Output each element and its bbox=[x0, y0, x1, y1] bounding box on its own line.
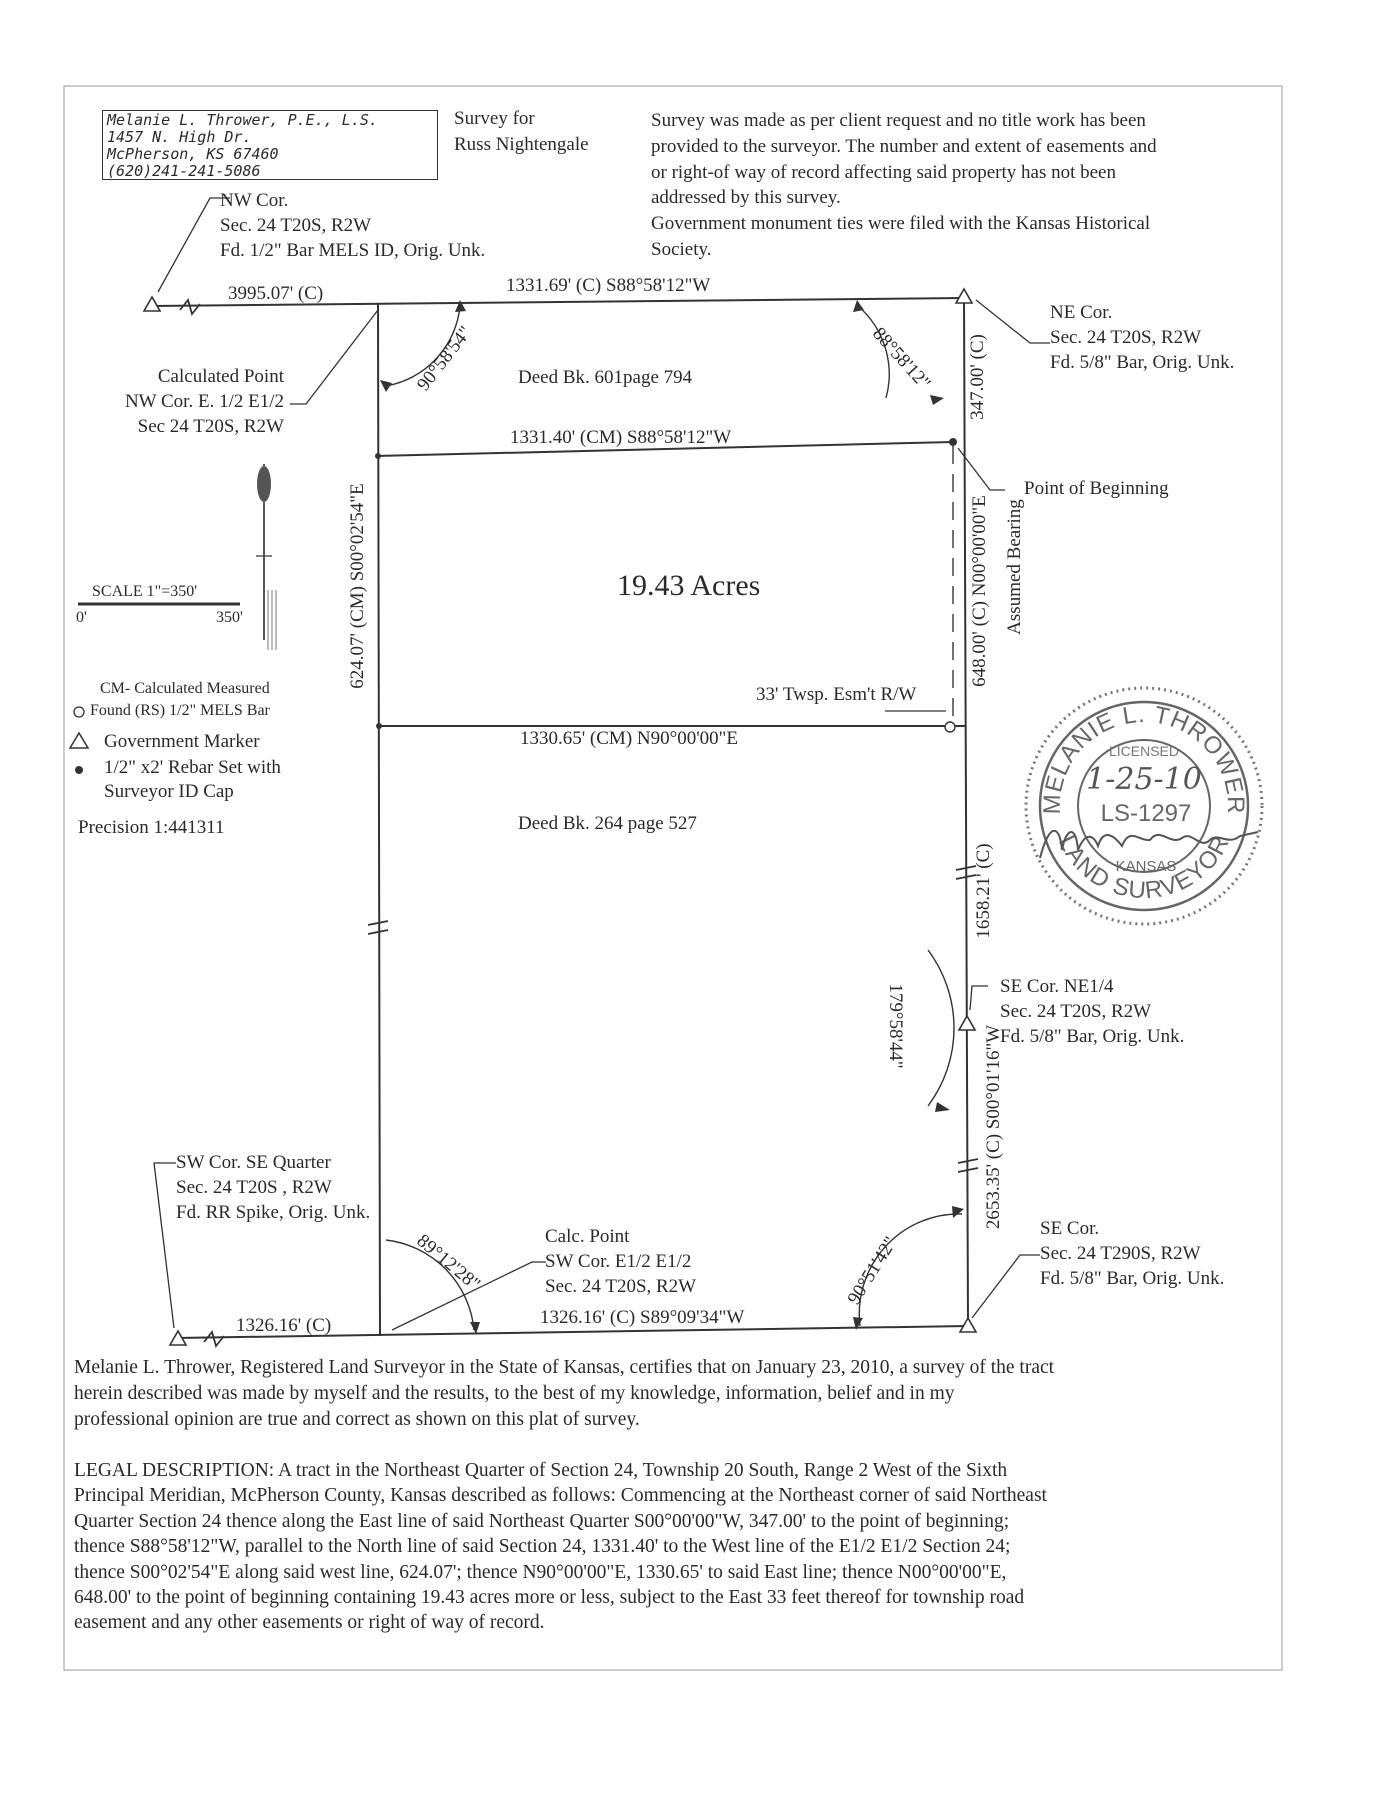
surveyor-info-box bbox=[102, 110, 438, 180]
tract-acres-label: 19.43 Acres bbox=[617, 569, 761, 602]
sw-angle: 89°12'28" bbox=[412, 1230, 485, 1296]
tract-north-dim: 1331.40' (CM) S88°58'12"W bbox=[510, 427, 732, 448]
seal-number: LS-1297 bbox=[1100, 800, 1192, 827]
se-ne14-gov-marker-icon bbox=[959, 1016, 975, 1030]
seal-licensed: LICENSED bbox=[1108, 743, 1180, 759]
scale-end: 350' bbox=[216, 609, 243, 626]
south-west-tie-dim: 1326.16' (C) bbox=[236, 1315, 332, 1336]
se-gov-marker-icon bbox=[960, 1318, 976, 1332]
east-mid-dim: 1658.21' (C) bbox=[973, 843, 994, 939]
south-parcel-label: Deed Bk. 264 page 527 bbox=[518, 813, 697, 834]
seal-bottom-text: LAND SURVEYOR bbox=[1053, 830, 1236, 905]
seal-top-text: MELANIE L. THROWER bbox=[1038, 700, 1250, 815]
ne-angle: 88°58'12" bbox=[868, 323, 935, 394]
ne-corner-label: NE Cor. Sec. 24 T20S, R2W Fd. 5/8" Bar, Orig. Unk. bbox=[1050, 302, 1235, 373]
se-label: SE Cor. Sec. 24 T290S, R2W Fd. 5/8" Bar, Orig. Unk. bbox=[1040, 1218, 1225, 1289]
assumed-bearing-label: Assumed Bearing bbox=[1004, 499, 1025, 635]
legend-found-icon bbox=[74, 707, 84, 717]
east-mid-angle: 179°58'44" bbox=[885, 983, 906, 1069]
nw-angle: 90°58'54" bbox=[413, 322, 477, 396]
survey-for-label: Survey for Russ Nightengale bbox=[454, 108, 589, 155]
north-line-dim: 1331.69' (C) S88°58'12"W bbox=[506, 275, 711, 296]
seal-state: KANSAS bbox=[1115, 858, 1177, 875]
legend-rebar: 1/2" x2' Rebar Set with Surveyor ID Cap bbox=[104, 757, 281, 802]
ne-gov-marker-icon bbox=[956, 289, 972, 303]
scale-zero: 0' bbox=[76, 609, 87, 626]
surveyor-city: McPherson, KS 67460 bbox=[107, 145, 279, 163]
pob-label: Point of Beginning bbox=[1024, 478, 1169, 499]
calc-nw-label: Calculated Point NW Cor. E. 1/2 E1/2 Sec 24 T20S, R2W bbox=[124, 366, 284, 437]
south-line-dim: 1326.16' (C) S89°09'34"W bbox=[540, 1307, 745, 1328]
north-parcel-label: Deed Bk. 601page 794 bbox=[518, 367, 693, 388]
east-top-dim: 347.00' (C) bbox=[967, 334, 988, 420]
legend-precision: Precision 1:441311 bbox=[78, 817, 225, 838]
pob-rebar-icon bbox=[949, 438, 957, 446]
tract-west-dim: 624.07' (CM) S00°02'54"E bbox=[347, 483, 368, 689]
seal-date: 1-25-10 bbox=[1086, 762, 1202, 797]
twsp-esmt-label: 33' Twsp. Esm't R/W bbox=[756, 684, 917, 705]
east-full-dim: 2653.35' (C) S00°01'16"W bbox=[983, 1024, 1004, 1230]
top-note: Survey was made as per client request and no title work has been provided to the surveyor. The number and extent of easements and or right-of way of record affecting said property has not been addressed by this survey. Government monument ties were filed with the Kansas Historical Society. bbox=[651, 110, 1157, 260]
surveyor-address: 1457 N. High Dr. bbox=[107, 128, 252, 146]
sw-tract-rebar-icon bbox=[376, 723, 382, 729]
sw-se-label: SW Cor. SE Quarter Sec. 24 T20S , R2W Fd. RR Spike, Orig. Unk. bbox=[176, 1152, 371, 1223]
surveyor-seal bbox=[1026, 688, 1262, 924]
calc-sw-label: Calc. Point SW Cor. E1/2 E1/2 Sec. 24 T20S, R2W bbox=[545, 1226, 697, 1297]
north-west-tie-dim: 3995.07' (C) bbox=[228, 283, 324, 304]
tract-east-dim: 648.00' (C) N00°00'00"E bbox=[969, 495, 990, 687]
legend-rebar-icon bbox=[75, 766, 83, 774]
north-arrow-icon bbox=[256, 464, 276, 650]
legend-gov-marker-icon bbox=[70, 733, 88, 748]
legend-found: Found (RS) 1/2" MELS Bar bbox=[90, 702, 270, 719]
legend-gov: Government Marker bbox=[104, 731, 260, 752]
legend-cm: CM- Calculated Measured bbox=[100, 680, 270, 697]
se-tract-found-icon bbox=[945, 722, 955, 732]
tract-south-dim: 1330.65' (CM) N90°00'00"E bbox=[520, 728, 738, 749]
east-section-line bbox=[964, 298, 968, 1326]
legal-description: LEGAL DESCRIPTION: A tract in the Northeast Quarter of Section 24, Township 20 South, Range 2 West of the Sixth Principal Meridian, McPherson County, Kansas described as follows: Commencing at the Northeast corner of said Northeast Quarter Section 24 thence along the East line of said Northeast Quarter S00°00'00"W, 347.00' to the point of beginning; thence S88°58'12"W, parallel to the North line of said Section 24, 1331.40' to the West line of the E1/2 E1/2 Section 24; thence S00°02'54"E along said west line, 624.07'; thence N90°00'00"E, 1330.65' to said East line; thence N00°00'00"E, 648.00' to the point of beginning containing 19.43 acres more or less, subject to the East 33 feet thereof for township road easement and any other easements or right of way of record. bbox=[74, 1460, 1047, 1634]
se-angle: 90°51'42" bbox=[843, 1233, 902, 1309]
surveyor-phone: (620)241-241-5086 bbox=[107, 162, 261, 180]
scale-label: SCALE 1"=350' bbox=[92, 583, 198, 600]
nw-tract-rebar-icon bbox=[375, 453, 381, 459]
nw-gov-marker-icon bbox=[144, 297, 160, 311]
nw-corner-label: NW Cor. Sec. 24 T20S, R2W Fd. 1/2" Bar MELS ID, Orig. Unk. bbox=[220, 190, 486, 261]
certification: Melanie L. Thrower, Registered Land Surveyor in the State of Kansas, certifies that on January 23, 2010, a survey of the tract herein described was made by myself and the results, to the best of my knowledge, information, belief and in my professional opinion are true and correct as shown on this plat of survey. bbox=[74, 1357, 1055, 1430]
surveyor-name: Melanie L. Thrower, P.E., L.S. bbox=[107, 111, 378, 129]
se-ne14-label: SE Cor. NE1/4 Sec. 24 T20S, R2W Fd. 5/8" Bar, Orig. Unk. bbox=[1000, 976, 1185, 1047]
